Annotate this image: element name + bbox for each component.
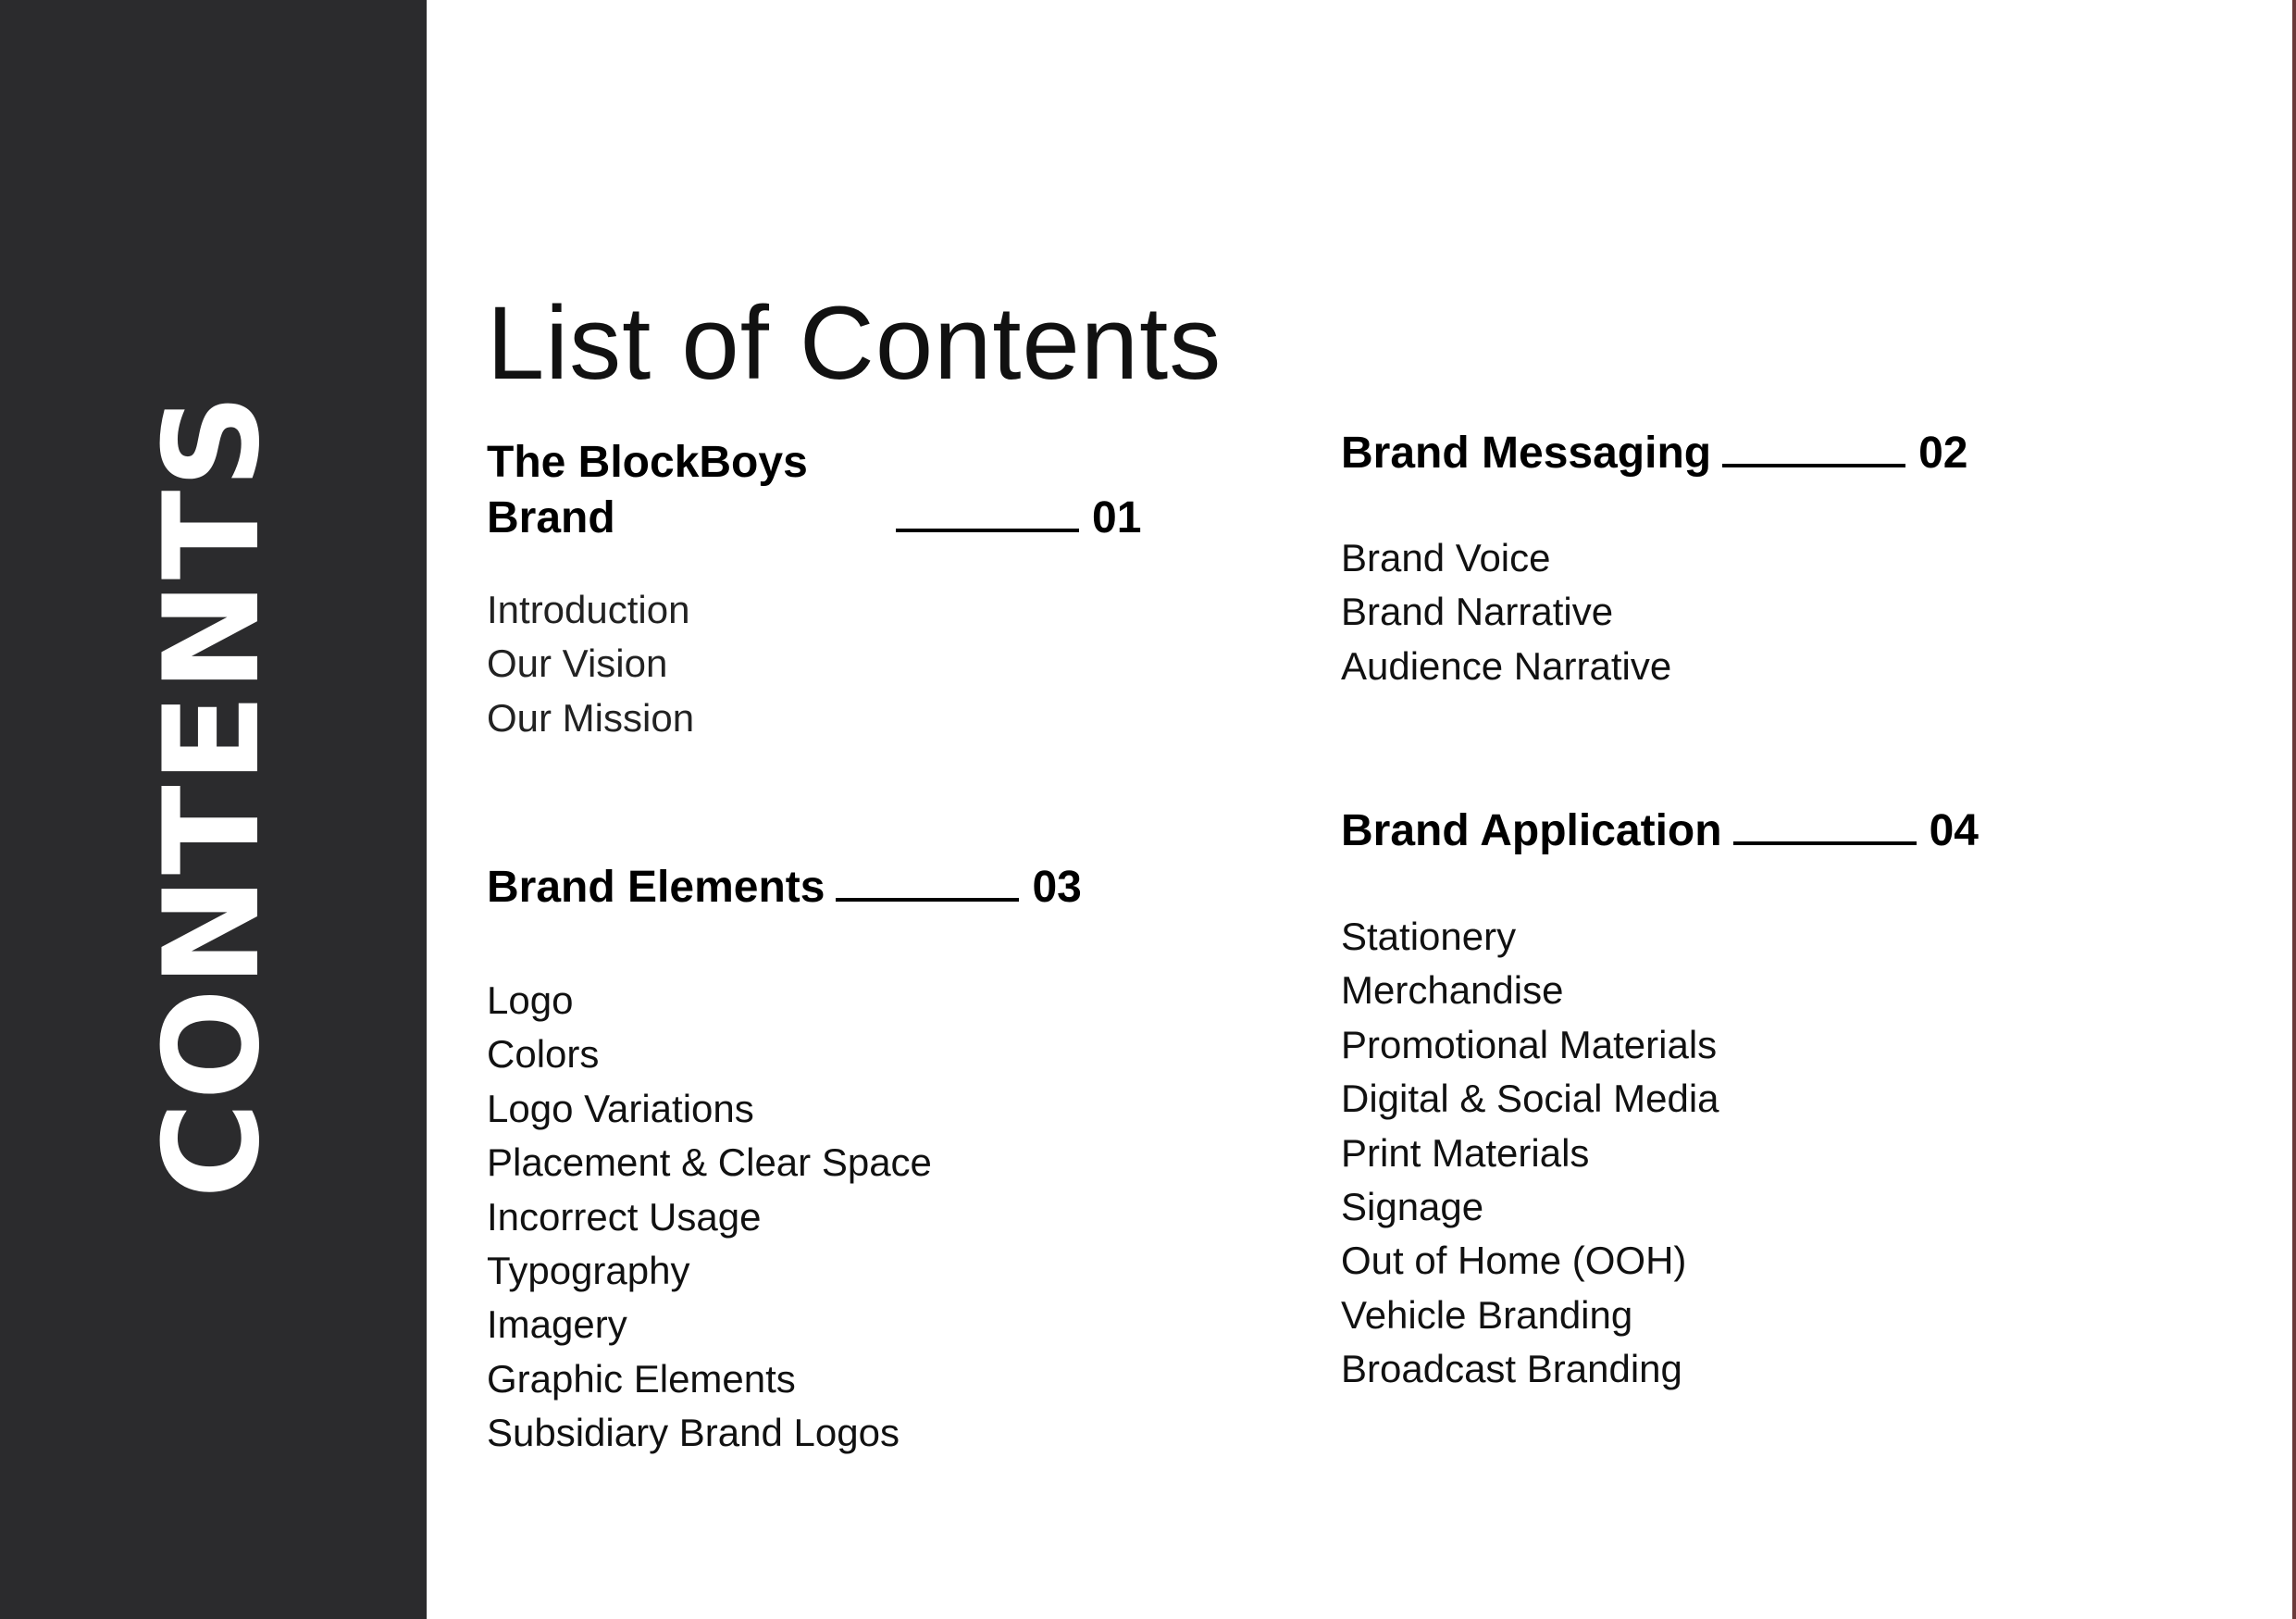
section-heading-line2: Brand	[487, 493, 615, 542]
list-item[interactable]: Typography	[487, 1249, 690, 1293]
section-heading-line1: The BlockBoys	[487, 438, 808, 487]
list-item[interactable]: Colors	[487, 1032, 600, 1077]
section-heading	[1341, 426, 2044, 481]
list-item[interactable]: Brand Narrative	[1341, 590, 1614, 634]
list-item[interactable]: Broadcast Branding	[1341, 1347, 1682, 1391]
list-item[interactable]: Logo Variations	[487, 1086, 754, 1130]
list-item[interactable]: Audience Narrative	[1341, 643, 1672, 688]
section-heading	[487, 435, 1190, 546]
list-item[interactable]: Signage	[1341, 1185, 1484, 1229]
list-item[interactable]: Incorrect Usage	[487, 1194, 762, 1239]
section-brand-application	[1341, 803, 2044, 1397]
list-item[interactable]: Promotional Materials	[1341, 1022, 1718, 1066]
page-title: List of Contents	[487, 285, 1222, 402]
leader-rule	[1722, 464, 1905, 467]
section-item-list	[487, 974, 1190, 1461]
section-heading-tail	[896, 491, 1141, 546]
leader-rule	[896, 529, 1079, 532]
list-item[interactable]: Brand Voice	[1341, 536, 1551, 579]
leader-rule	[836, 898, 1019, 902]
section-heading-text: Brand Application	[1341, 806, 1722, 855]
list-item[interactable]: Merchandise	[1341, 968, 1564, 1013]
list-item[interactable]: Our Mission	[487, 695, 695, 740]
list-item[interactable]: Vehicle Branding	[1341, 1292, 1633, 1337]
list-item[interactable]: Subsidiary Brand Logos	[487, 1411, 900, 1455]
list-item[interactable]: Stationery	[1341, 915, 1517, 958]
section-number: 02	[1918, 429, 1968, 478]
leader-rule	[1733, 841, 1917, 845]
page-edge-line	[2292, 0, 2296, 1619]
section-brand-messaging	[1341, 426, 2044, 693]
section-number: 01	[1092, 493, 1142, 542]
section-heading	[1341, 803, 2044, 859]
list-item[interactable]: Out of Home (OOH)	[1341, 1239, 1687, 1283]
sidebar-contents-label: CONTENTS	[136, 392, 289, 1199]
section-item-list	[487, 583, 1190, 745]
section-heading-text: Brand Messaging	[1341, 429, 1712, 478]
list-item[interactable]: Introduction	[487, 588, 690, 631]
section-brand-elements	[487, 860, 1190, 1461]
list-item[interactable]: Logo	[487, 978, 574, 1022]
section-item-list	[1341, 531, 2044, 693]
list-item[interactable]: Digital & Social Media	[1341, 1077, 1719, 1121]
section-number: 04	[1929, 806, 1979, 855]
section-heading	[487, 860, 1190, 915]
list-item[interactable]: Imagery	[487, 1302, 627, 1347]
section-the-blockboys-brand	[487, 435, 1190, 745]
list-item[interactable]: Graphic Elements	[487, 1356, 796, 1401]
section-heading-line2-wrap	[487, 491, 1190, 546]
list-item[interactable]: Placement & Clear Space	[487, 1140, 932, 1185]
list-item[interactable]: Print Materials	[1341, 1130, 1590, 1175]
contents-sidebar	[0, 0, 427, 1619]
section-heading-text: Brand Elements	[487, 863, 825, 912]
section-number: 03	[1032, 863, 1082, 912]
section-item-list	[1341, 910, 2044, 1397]
list-item[interactable]: Our Vision	[487, 641, 668, 686]
